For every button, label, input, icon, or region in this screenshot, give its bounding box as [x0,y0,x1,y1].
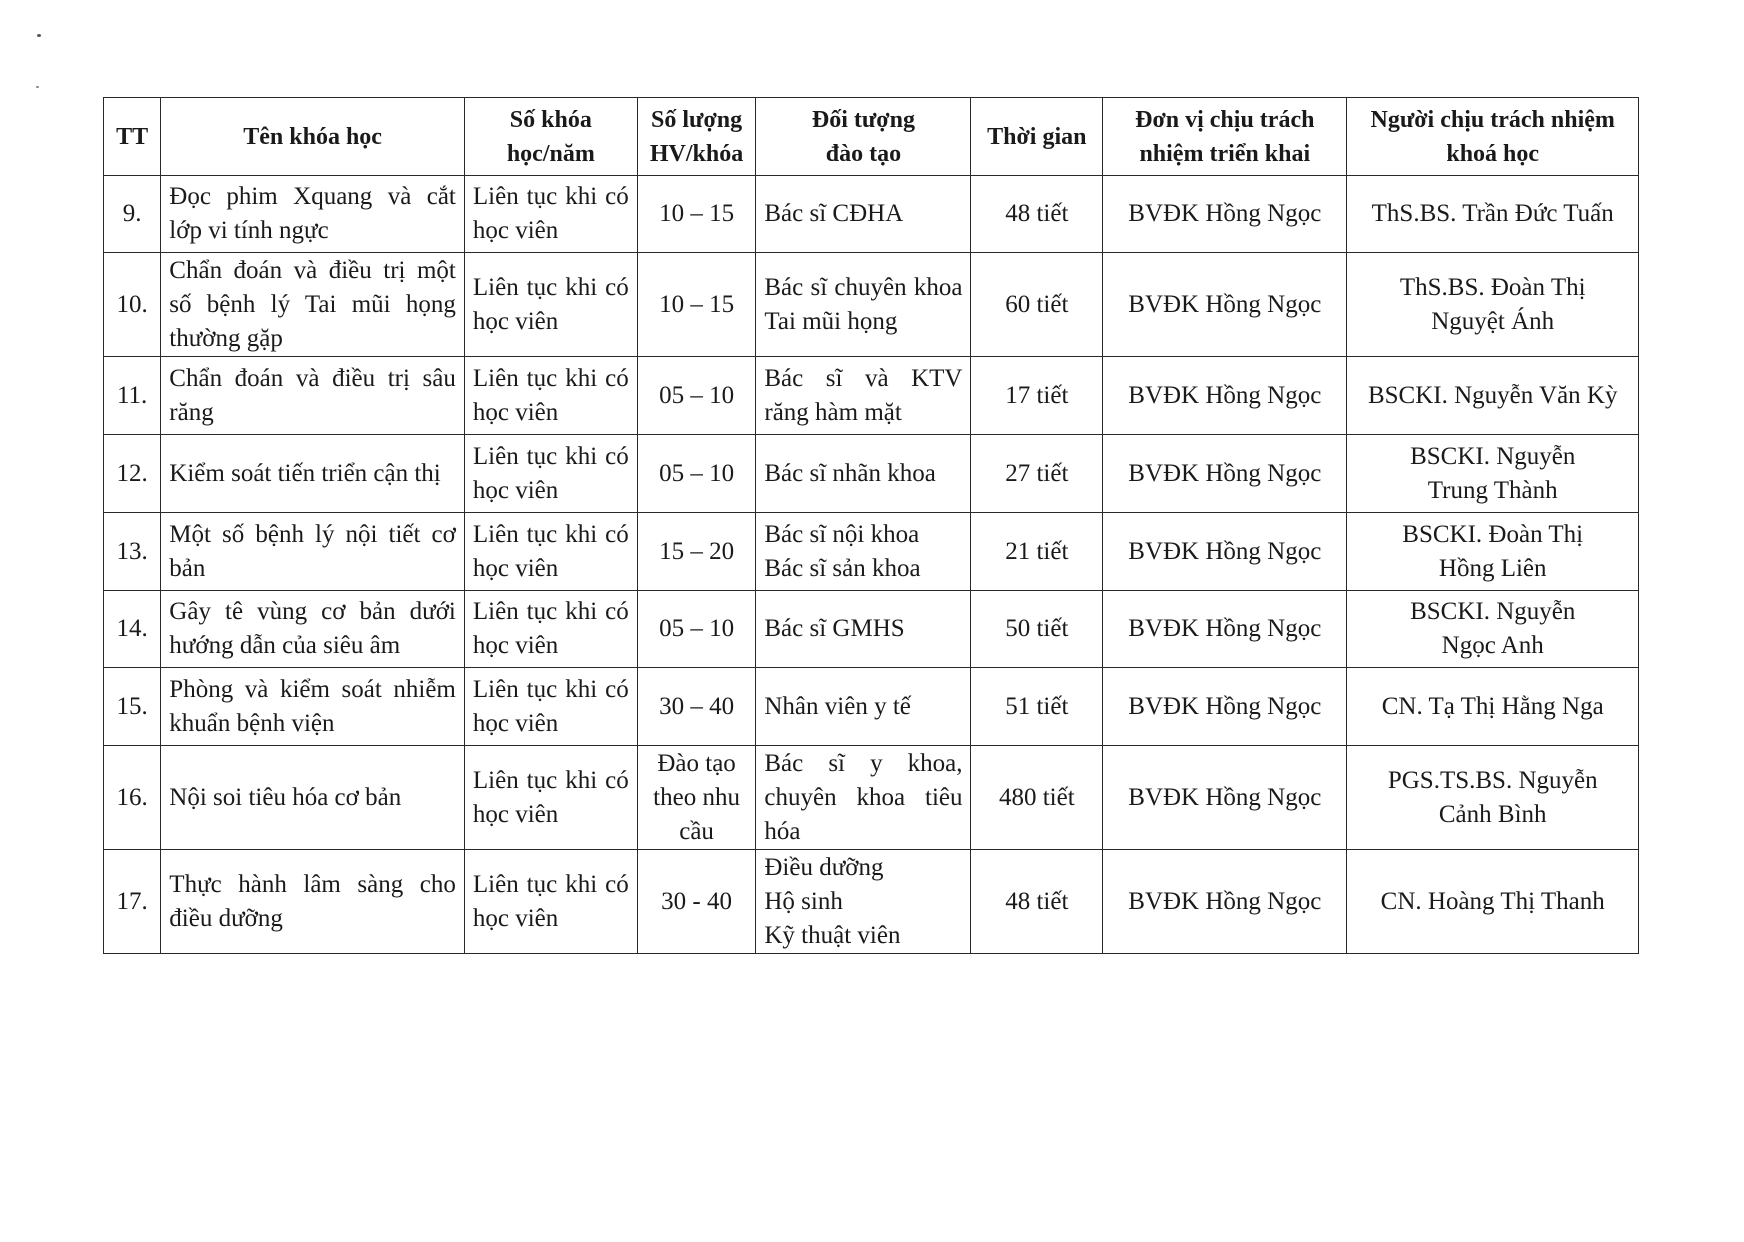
cell-course-name: Chẩn đoán và điều trị một số bệnh lý Tai mũi họng thường gặp [161,253,465,357]
header-course-name: Tên khóa học [161,98,465,176]
cell-target: Bác sĩ GMHS [756,591,971,668]
cell-quantity: 10 – 15 [637,176,756,253]
cell-duration: 21 tiết [971,513,1103,591]
cell-target: Nhân viên y tế [756,668,971,746]
cell-frequency: Liên tục khi có học viên [464,746,637,850]
cell-unit: BVĐK Hồng Ngọc [1103,850,1347,954]
cell-duration: 51 tiết [971,668,1103,746]
cell-tt: 11. [104,357,161,435]
header-duration: Thời gian [971,98,1103,176]
header-courses-per-year: Số khóa học/năm [464,98,637,176]
cell-frequency: Liên tục khi có học viên [464,850,637,954]
cell-tt: 14. [104,591,161,668]
cell-unit: BVĐK Hồng Ngọc [1103,176,1347,253]
cell-quantity: 05 – 10 [637,435,756,513]
table-row [104,513,1639,591]
cell-frequency: Liên tục khi có học viên [464,253,637,357]
cell-frequency: Liên tục khi có học viên [464,513,637,591]
cell-unit: BVĐK Hồng Ngọc [1103,435,1347,513]
table-row [104,357,1639,435]
cell-unit: BVĐK Hồng Ngọc [1103,513,1347,591]
cell-frequency: Liên tục khi có học viên [464,357,637,435]
cell-tt: 15. [104,668,161,746]
cell-frequency: Liên tục khi có học viên [464,591,637,668]
cell-target: Bác sĩ CĐHA [756,176,971,253]
scan-speck [36,86,39,88]
cell-target: Bác sĩ nhãn khoa [756,435,971,513]
cell-quantity: 05 – 10 [637,357,756,435]
cell-tt: 13. [104,513,161,591]
cell-quantity: 30 – 40 [637,668,756,746]
table-row [104,435,1639,513]
cell-person: ThS.BS. Đoàn Thị Nguyệt Ánh [1347,253,1639,357]
cell-course-name: Một số bệnh lý nội tiết cơ bản [161,513,465,591]
training-courses-table [103,97,1639,954]
cell-person: ThS.BS. Trần Đức Tuấn [1347,176,1639,253]
table-row [104,591,1639,668]
cell-person: PGS.TS.BS. Nguyễn Cảnh Bình [1347,746,1639,850]
cell-person: BSCKI. Đoàn Thị Hồng Liên [1347,513,1639,591]
cell-quantity: 30 - 40 [637,850,756,954]
table-row [104,746,1639,850]
cell-unit: BVĐK Hồng Ngọc [1103,668,1347,746]
cell-course-name: Phòng và kiểm soát nhiễm khuẩn bệnh viện [161,668,465,746]
cell-frequency: Liên tục khi có học viên [464,176,637,253]
header-students-per-course: Số lượng HV/khóa [637,98,756,176]
cell-duration: 480 tiết [971,746,1103,850]
header-responsible-unit: Đơn vị chịu trách nhiệm triển khai [1103,98,1347,176]
cell-duration: 17 tiết [971,357,1103,435]
header-responsible-person: Người chịu trách nhiệm khoá học [1347,98,1639,176]
table-row [104,253,1639,357]
cell-duration: 27 tiết [971,435,1103,513]
header-target-audience: Đối tượng đào tạo [756,98,971,176]
cell-unit: BVĐK Hồng Ngọc [1103,253,1347,357]
cell-person: CN. Hoàng Thị Thanh [1347,850,1639,954]
table-row [104,176,1639,253]
cell-course-name: Nội soi tiêu hóa cơ bản [161,746,465,850]
header-tt: TT [104,98,161,176]
cell-quantity: 10 – 15 [637,253,756,357]
cell-unit: BVĐK Hồng Ngọc [1103,746,1347,850]
cell-duration: 50 tiết [971,591,1103,668]
cell-person: BSCKI. Nguyễn Văn Kỳ [1347,357,1639,435]
cell-tt: 17. [104,850,161,954]
cell-unit: BVĐK Hồng Ngọc [1103,357,1347,435]
cell-duration: 48 tiết [971,176,1103,253]
cell-course-name: Chẩn đoán và điều trị sâu răng [161,357,465,435]
cell-course-name: Đọc phim Xquang và cắt lớp vi tính ngực [161,176,465,253]
cell-person: BSCKI. Nguyễn Trung Thành [1347,435,1639,513]
cell-duration: 48 tiết [971,850,1103,954]
table-header-row [104,98,1639,176]
cell-duration: 60 tiết [971,253,1103,357]
cell-quantity: Đào tạo theo nhu cầu [637,746,756,850]
cell-target: Bác sĩ nội khoa Bác sĩ sản khoa [756,513,971,591]
cell-target: Bác sĩ và KTV răng hàm mặt [756,357,971,435]
cell-target: Bác sĩ y khoa, chuyên khoa tiêu hóa [756,746,971,850]
table-row [104,850,1639,954]
cell-course-name: Kiểm soát tiến triển cận thị [161,435,465,513]
cell-tt: 10. [104,253,161,357]
cell-person: BSCKI. Nguyễn Ngọc Anh [1347,591,1639,668]
cell-quantity: 05 – 10 [637,591,756,668]
cell-quantity: 15 – 20 [637,513,756,591]
cell-course-name: Thực hành lâm sàng cho điều dưỡng [161,850,465,954]
cell-target: Điều dưỡng Hộ sinh Kỹ thuật viên [756,850,971,954]
cell-tt: 16. [104,746,161,850]
cell-person: CN. Tạ Thị Hằng Nga [1347,668,1639,746]
scan-speck [37,34,41,37]
cell-frequency: Liên tục khi có học viên [464,668,637,746]
cell-tt: 12. [104,435,161,513]
cell-unit: BVĐK Hồng Ngọc [1103,591,1347,668]
cell-target: Bác sĩ chuyên khoa Tai mũi họng [756,253,971,357]
cell-course-name: Gây tê vùng cơ bản dưới hướng dẫn của siêu âm [161,591,465,668]
cell-tt: 9. [104,176,161,253]
cell-frequency: Liên tục khi có học viên [464,435,637,513]
table-row [104,668,1639,746]
